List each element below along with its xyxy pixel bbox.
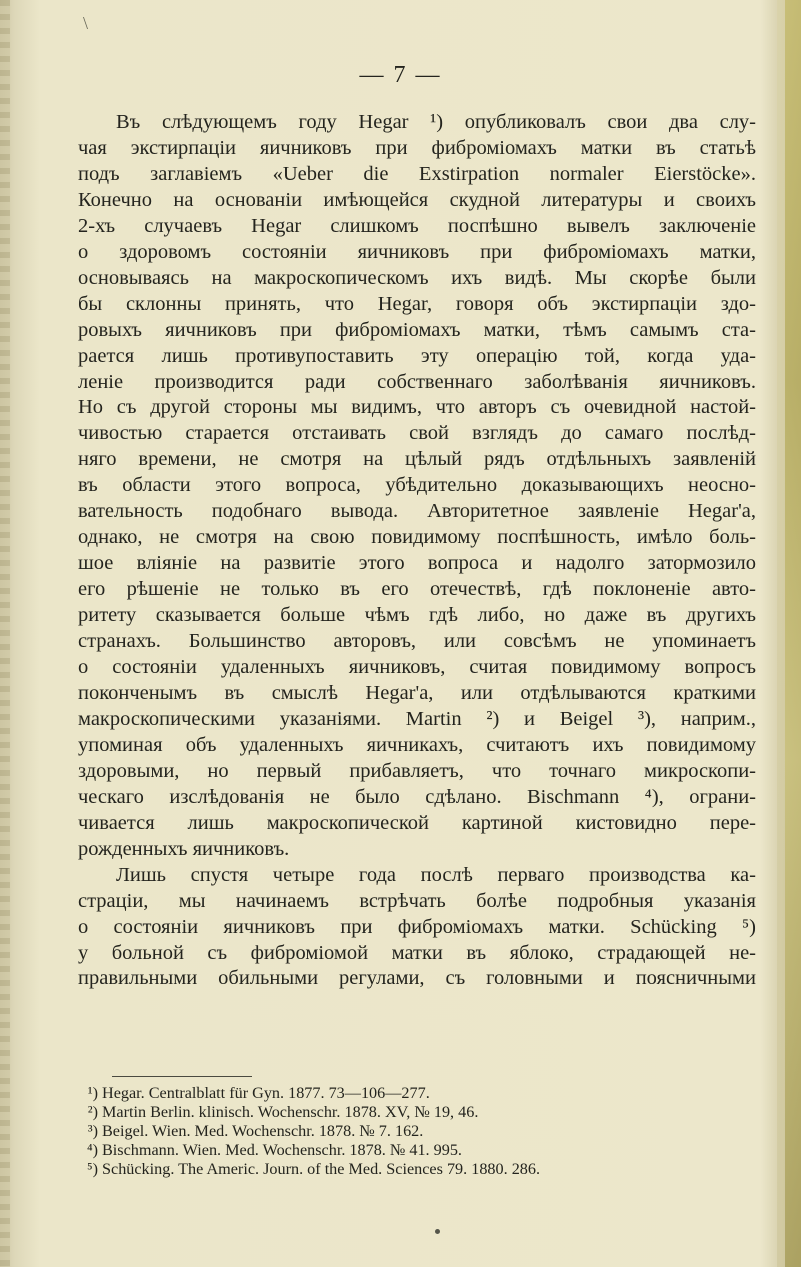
body-text xyxy=(78,110,756,992)
footnote-number: ³) xyxy=(87,1122,98,1140)
text-line: Въ слѣдующемъ году Hegar ¹) опубликовалъ свои два слу- xyxy=(116,111,756,133)
footnote xyxy=(78,1160,756,1179)
text-line: рается лишь противупоставить эту операцію той, когда уда- xyxy=(78,344,756,367)
page-right-shadow xyxy=(777,0,785,1267)
text-line: бы склонны принять, что Hegar, говоря объ экстирпаціи здо- xyxy=(78,292,756,315)
text-line: вательность подобнаго вывода. Авторитетное заявленіе Hegar'a, xyxy=(78,500,756,523)
footnote-text: Bischmann. Wien. Med. Wochenschr. 1878. № 41. 995. xyxy=(102,1141,462,1159)
footnote-number: ¹) xyxy=(87,1084,98,1102)
ink-dot xyxy=(435,1229,440,1234)
text-line: страціи, мы начинаемъ встрѣчать болѣе подробныя указанія xyxy=(78,889,756,912)
text-line: въ области этого вопроса, убѣдительно доказывающихъ неосно- xyxy=(78,474,756,497)
text-line: шое вліяніе на развитіе этого вопроса и надолго затормозило xyxy=(78,552,756,575)
text-line: няго времени, не смотря на цѣлый рядъ отдѣльныхъ заявленій xyxy=(78,448,756,471)
text-line: чивается лишь макроскопической картиной кистовидно пере- xyxy=(78,811,756,834)
page-left-edge xyxy=(0,0,10,1267)
footnote-text: Beigel. Wien. Med. Wochenschr. 1878. № 7. 162. xyxy=(102,1122,424,1140)
text-line: поконченымъ въ смыслѣ Hegar'a, или отдѣлываются краткими xyxy=(78,681,756,704)
text-line: правильными обильными регулами, съ головными и поясничными xyxy=(78,967,756,990)
footnote-text: Schücking. The Americ. Journ. of the Med. Sciences 79. 1880. 286. xyxy=(102,1160,541,1178)
footnote-number: ⁴) xyxy=(86,1141,98,1159)
footnote xyxy=(78,1122,756,1141)
footnote xyxy=(78,1084,756,1103)
text-line: упоминая объ удаленныхъ яичникахъ, считаютъ ихъ повидимому xyxy=(78,733,756,756)
text-line: странахъ. Большинство авторовъ, или совсѣмъ не упоминаетъ xyxy=(78,630,756,653)
text-line: о здоровомъ состояніи яичниковъ при фиброміомахъ матки, xyxy=(78,240,756,263)
corner-mark: \ xyxy=(83,13,89,33)
footnote-number: ⁵) xyxy=(86,1160,98,1178)
text-line: чая экстирпаціи яичниковъ при фиброміомахъ матки въ статьѣ xyxy=(78,136,756,159)
text-line: ритету сказывается больше чѣмъ гдѣ либо, но даже въ другихъ xyxy=(78,604,756,627)
text-line: здоровыми, но первый прибавляетъ, что точнаго микроскопи- xyxy=(78,759,756,782)
footnote xyxy=(78,1141,756,1160)
text-line: его рѣшеніе не только въ его отечествѣ, гдѣ поклоненіе авто- xyxy=(78,578,756,601)
text-line: 2-хъ случаевъ Hegar слишкомъ поспѣшно вывелъ заключеніе xyxy=(78,214,756,237)
text-line: о состояніи удаленныхъ яичниковъ, считая повидимому вопросъ xyxy=(78,656,756,679)
text-line: подъ заглавіемъ «Ueber die Exstirpation normaler Eierstöcke». xyxy=(78,162,756,185)
text-line: ческаго изслѣдованія не было сдѣлано. Bischmann ⁴), ограни- xyxy=(78,785,756,808)
text-line: основываясь на макроскопическомъ ихъ видѣ. Мы скорѣе были xyxy=(78,266,756,289)
text-line: чивостью старается отстаивать свой взглядъ до самаго послѣд- xyxy=(78,422,756,445)
text-line: у больной съ фиброміомой матки въ яблоко, страдающей не- xyxy=(78,941,756,964)
text-line: Лишь спустя четыре года послѣ перваго производства ка- xyxy=(116,863,756,886)
footnote-number: ²) xyxy=(87,1103,98,1121)
text-line: леніе производится ради собственнаго заболѣванія яичниковъ. xyxy=(78,370,756,393)
text-line: о состояніи яичниковъ при фиброміомахъ матки. Schücking ⁵) xyxy=(78,915,756,938)
text-line: макроскопическими указаніями. Martin ²) и Beigel ³), наприм., xyxy=(78,707,756,730)
text-line: однако, не смотря на свою повидимому поспѣшность, имѣло боль- xyxy=(78,526,756,549)
footnotes xyxy=(78,1084,756,1179)
footnote xyxy=(78,1103,756,1122)
text-line: Но съ другой стороны мы видимъ, что авторъ съ очевидной настой- xyxy=(78,396,756,419)
text-line: рожденныхъ яичниковъ. xyxy=(78,837,290,860)
footnote-text: Hegar. Centralblatt für Gyn. 1877. 73—106—277. xyxy=(102,1084,430,1102)
page-right-edge xyxy=(785,0,801,1267)
footnote-rule xyxy=(112,1076,252,1077)
footnote-text: Martin Berlin. klinisch. Wochenschr. 1878. XV, № 19, 46. xyxy=(102,1103,479,1121)
text-line: Конечно на основаніи имѣющейся скудной литературы и своихъ xyxy=(78,188,756,211)
text-line: ровыхъ яичниковъ при фиброміомахъ матки, тѣмъ самымъ ста- xyxy=(78,318,756,341)
page-number: — 7 — xyxy=(359,62,442,88)
